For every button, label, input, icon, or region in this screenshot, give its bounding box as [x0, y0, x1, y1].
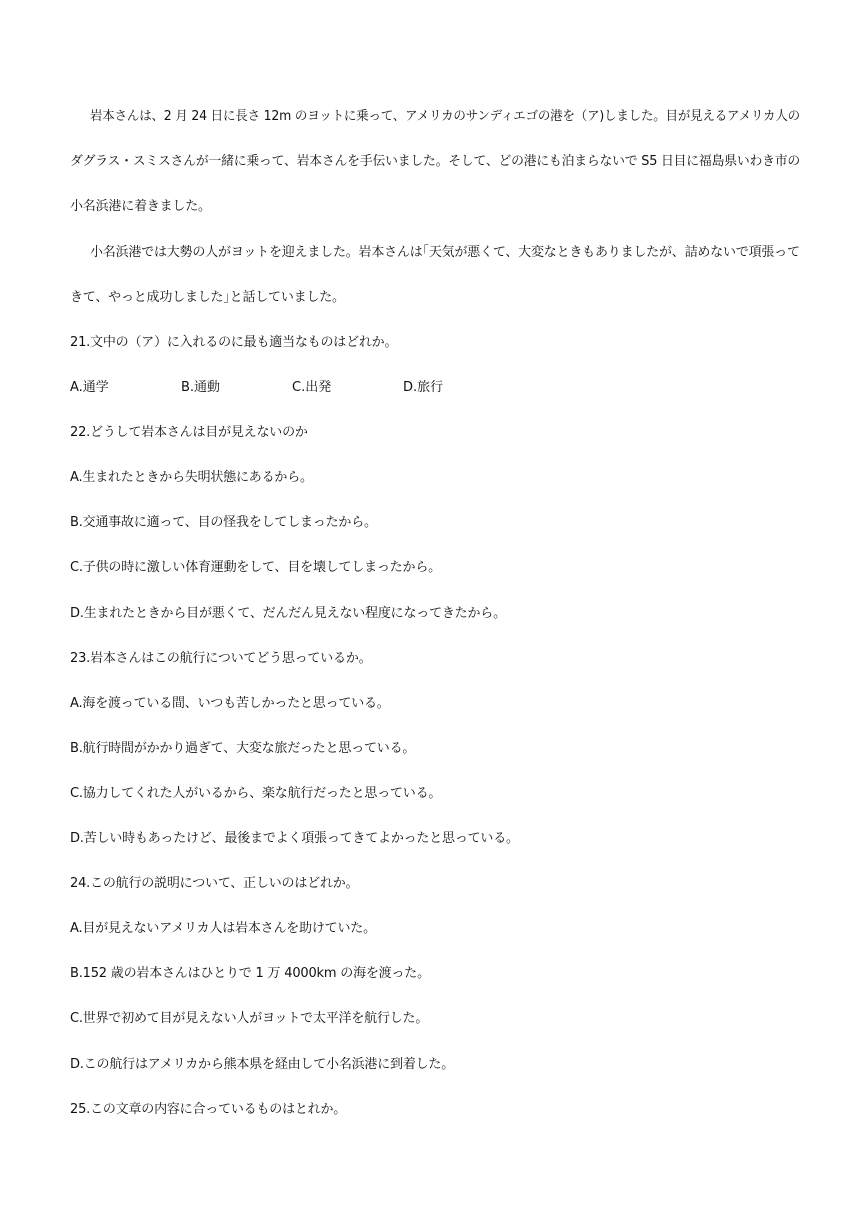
question-25-stem: 25.この文章の内容に合っているものはとれか。	[70, 1102, 347, 1117]
question-23-option-c: C.協力してくれた人がいるから、楽な航行だったと思っている。	[70, 786, 442, 801]
question-24-option-a: A.目が見えないアメリカ人は岩本さんを助けていた。	[70, 921, 376, 936]
question-21-option-b: B.通動	[181, 380, 221, 395]
question-21-option-d: D.旅行	[403, 380, 444, 395]
question-21-stem: 21.文中の（ア）に入れるのに最も適当なものはどれか。	[70, 335, 398, 350]
question-24-option-d: D.この航行はアメリカから熊本県を経由して小名浜港に到着した。	[70, 1057, 455, 1072]
question-24-option-c: C.世界で初めて目が見えない人がヨットで太平洋を航行した。	[70, 1011, 429, 1026]
question-22-option-c: C.子供の時に激しい体育運動をして、目を壊してしまったから。	[70, 560, 441, 575]
passage-line-2: ダグラス・スミスさんが一緒に乗って、岩本さんを手伝いました。そして、どの港にも泊まらないで S5 日目に福島県いわき市の	[70, 154, 800, 169]
question-21-option-c: C.出発	[292, 380, 332, 395]
question-22-stem: 22.どうして岩本さんは目が見えないのか	[70, 425, 308, 440]
question-22-option-b: B.交通事故に適って、目の怪我をしてしまったから。	[70, 515, 377, 530]
passage-line-4: 小名浜港では大勢の人がヨットを迎えました。岩本さんは｢天気が悪くて、大変なときもありましたが、詰めないで項張って	[90, 245, 800, 260]
question-23-stem: 23.岩本さんはこの航行についてどう思っているか。	[70, 651, 372, 666]
passage-line-1: 岩本さんは、2 月 24 日に長さ 12m のヨットに乗って、アメリカのサンディエゴの港を（ア)しました。目が見えるアメリカ人の	[90, 109, 800, 124]
passage-line-3: 小名浜港に着きました。	[70, 199, 211, 214]
question-24-stem: 24.この航行の説明について、正しいのはどれか。	[70, 876, 359, 891]
question-23-option-b: B.航行時間がかかり過ぎて、大変な旅だったと思っている。	[70, 741, 416, 756]
question-23-option-d: D.苦しい時もあったけど、最後までよく項張ってきてよかったと思っている。	[70, 831, 519, 846]
question-22-option-d: D.生まれたときから目が悪くて、だんだん見えない程度になってきたから。	[70, 606, 506, 621]
question-21-options	[70, 378, 490, 398]
question-21-option-a: A.通学	[70, 380, 109, 395]
question-22-option-a: A.生まれたときから失明状態にあるから。	[70, 470, 313, 485]
question-23-option-a: A.海を渡っている間、いつも苦しかったと思っている。	[70, 696, 390, 711]
question-24-option-b: B.152 歳の岩本さんはひとりで 1 万 4000km の海を渡った。	[70, 966, 430, 981]
passage-line-5: きて、やっと成功しました｣と話していました。	[70, 290, 345, 305]
